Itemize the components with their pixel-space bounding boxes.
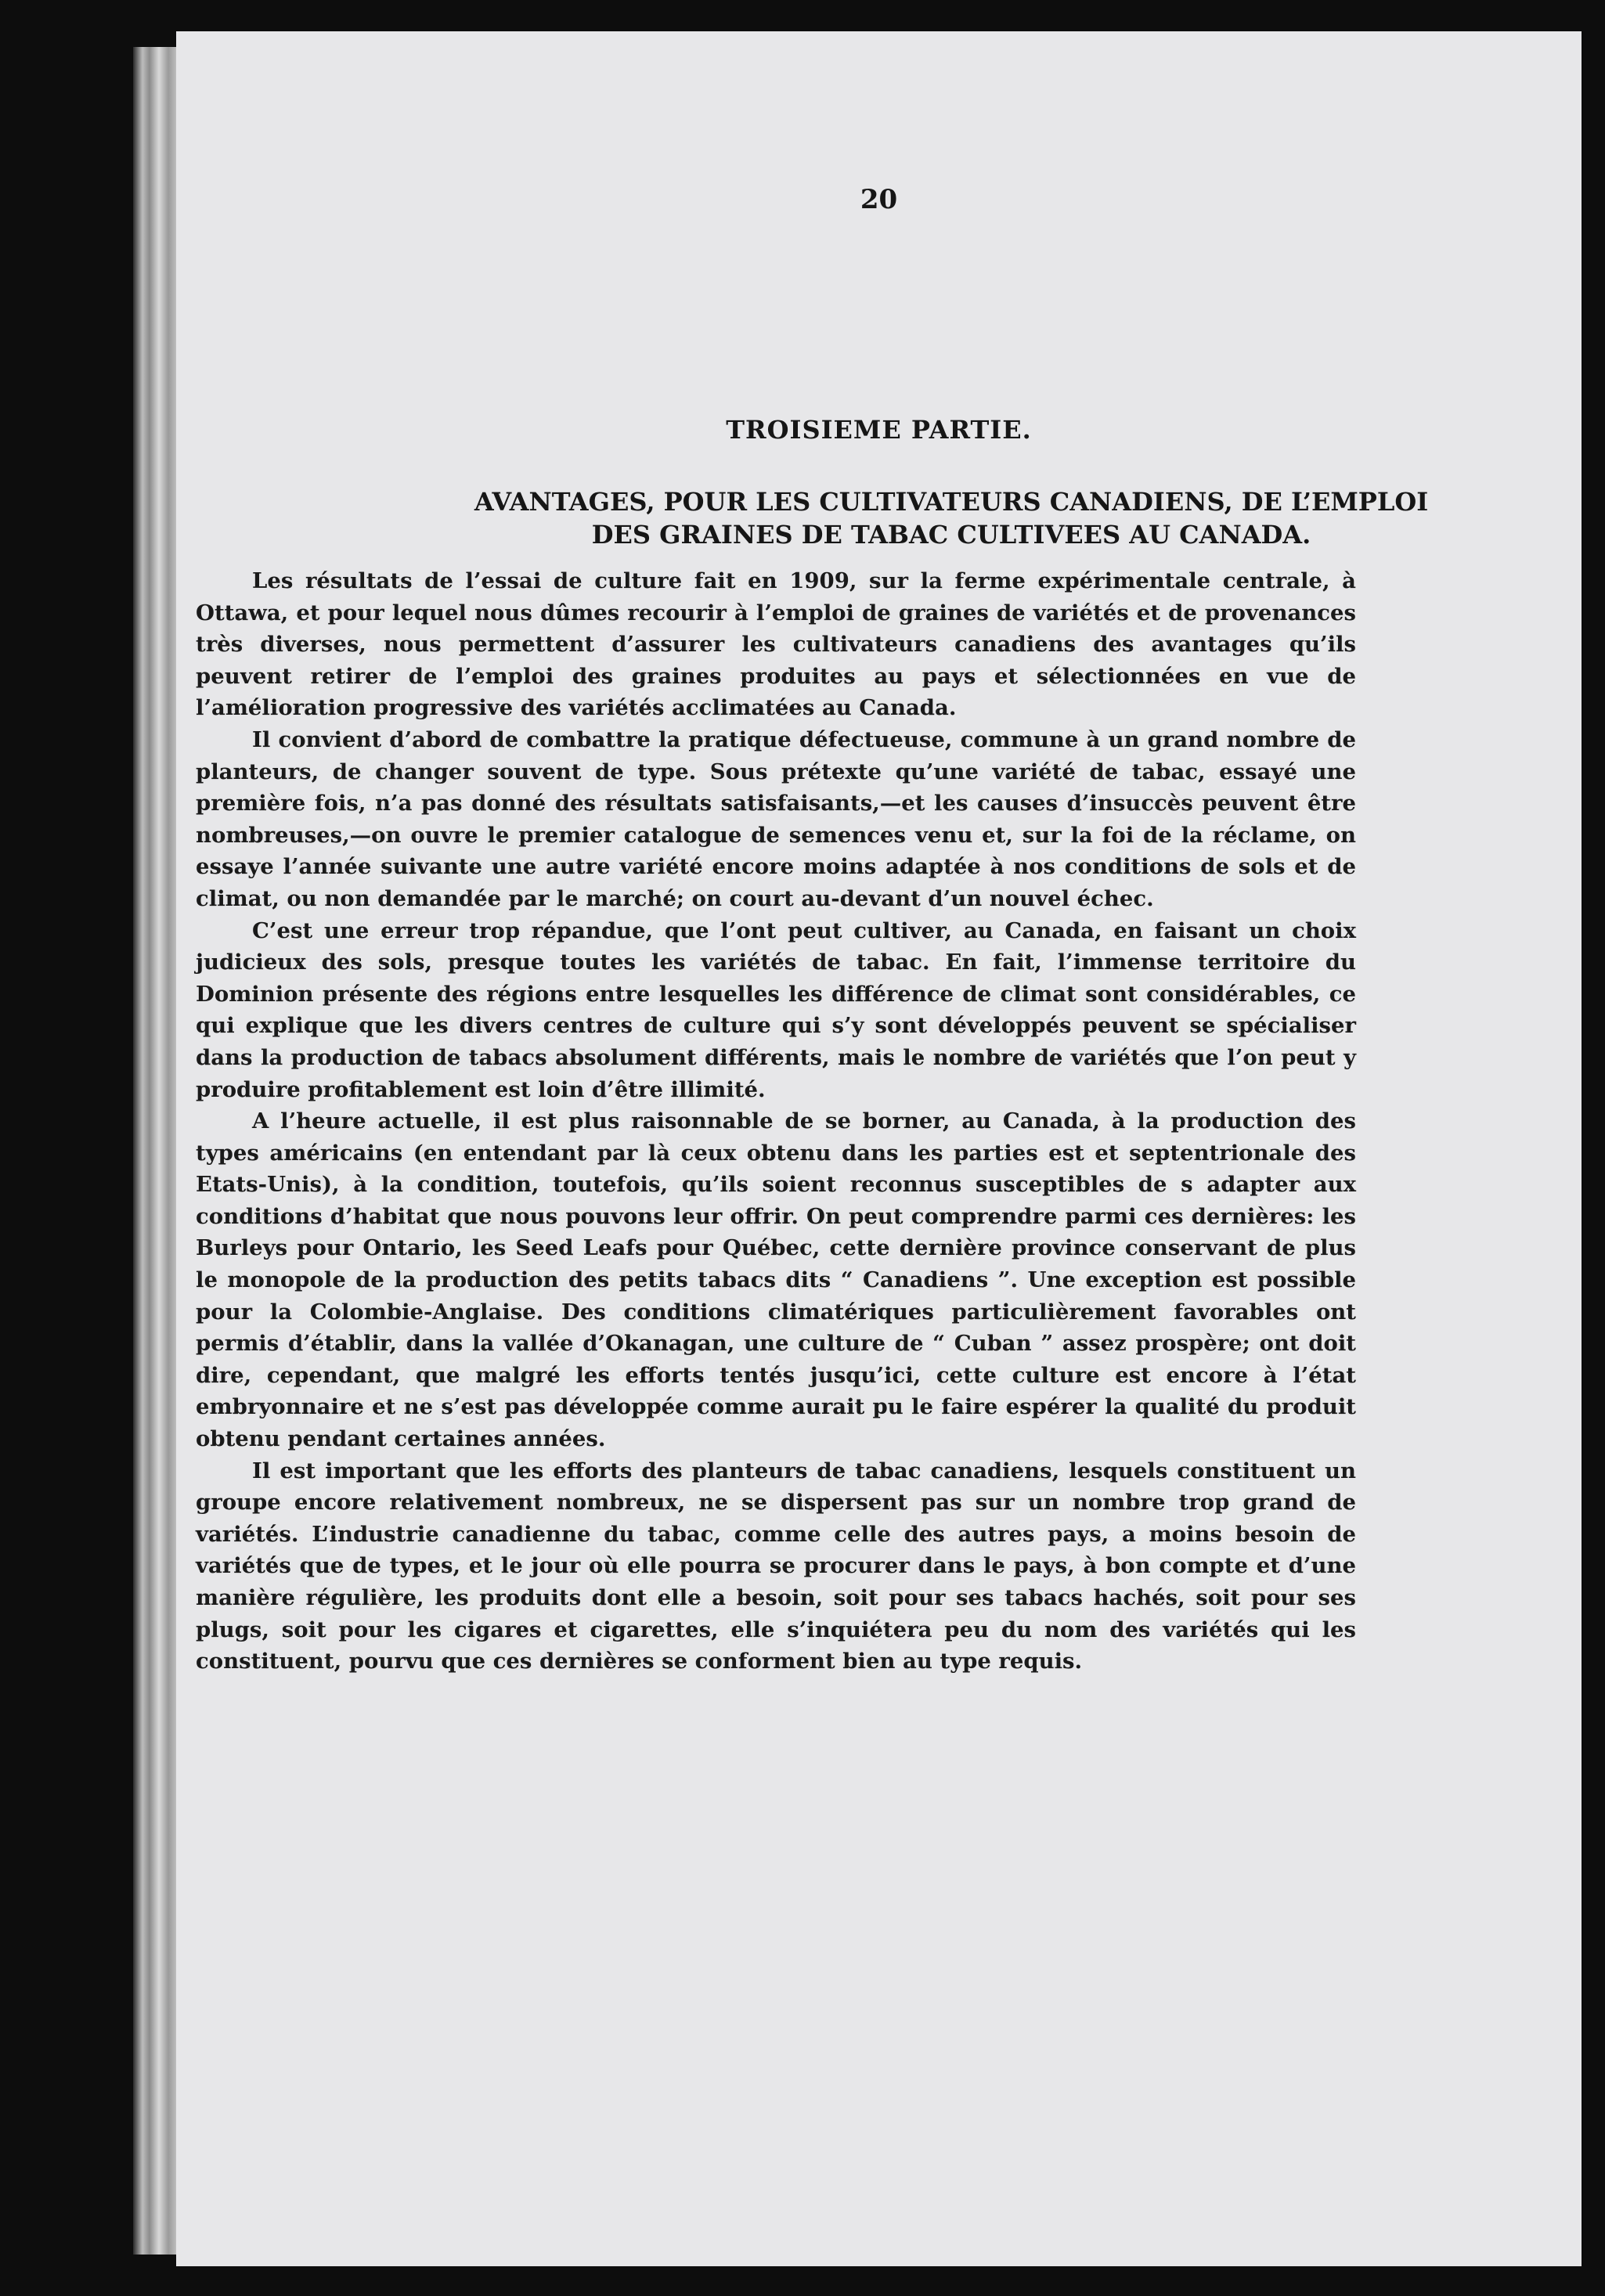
paragraph-1: Les résultats de l’essai de culture fait en 1909, sur la ferme expérimentale centrale, à Ottawa, et pour lequel nous dûmes recourir à l’emploi de graines de variétés et de provenances très diverses, nous permettent d’assurer les cultivateurs canadiens des avantages qu’ils peuvent retirer de l’emploi des graines produites au pays et sélectionnées en vue de l’amélioration progressive des variétés acclimatées au Canada. — [196, 568, 1356, 721]
paragraph-4: A l’heure actuelle, il est plus raisonnable de se borner, au Canada, à la production des types américains (en entendant par là ceux obtenu dans les parties est et septentrionale des Etats-Unis), à la condition, toutefois, qu’ils soient reconnus susceptibles de s adapter aux conditions d’habitat que nous pouvons leur offrir. On peut comprendre parmi ces dernières: les Burleys pour Ontario, les Seed Leafs pour Québec, cette dernière province conservant de plus le monopole de la production des petits tabacs dits “ Canadiens ”. Une exception est possible pour la Colombie-Anglaise. Des conditions climatériques particulièrement favorables ont permis d’établir, dans la vallée d’Okanagan, une culture de “ Cuban ” assez prospère; ont doit dire, cependant, que malgré les efforts tentés jusqu’ici, cette culture est encore à l’état embryonnaire et ne s’est pas développée comme aurait pu le faire espérer la qualité du produit obtenu pendant certaines années. — [196, 1108, 1356, 1452]
paragraph-2: Il convient d’abord de combattre la pratique défectueuse, commune à un grand nombre de planteurs, de changer souvent de type. Sous prétexte qu’une variété de tabac, essayé une première fois, n’a pas donné des résultats satisfaisants,—et les causes d’insuccès peuvent être nombreuses,—on ouvre le premier catalogue de semences venu et, sur la foi de la réclame, on essaye l’année suivante une autre variété encore moins adaptée à nos conditions de sols et de climat, ou non demandée par le marché; on court au-devant d’un nouvel échec. — [196, 726, 1356, 911]
section-heading-line-2: DES GRAINES DE TABAC CULTIVEES AU CANADA. — [591, 520, 1311, 550]
page-edge-stack — [133, 47, 180, 2255]
paragraph-3: C’est une erreur trop répandue, que l’ont peut cultiver, au Canada, en faisant un choix judicieux des sols, presque toutes les variétés de tabac. En fait, l’immense territoire du Dominion présente des régions entre lesquelles les différence de climat sont considérables, ce qui explique que les divers centres de culture qui s’y sont développés peuvent se spécialiser dans la production de tabacs absolument différents, mais le nombre de variétés que l’on peut y produire profitablement est loin d’être illimité. — [196, 917, 1356, 1102]
paragraph-5: Il est important que les efforts des planteurs de tabac canadiens, lesquels constituent un groupe encore relativement nombreux, ne se dispersent pas sur un nombre trop grand de variétés. L’industrie canadienne du tabac, comme celle des autres pays, a moins besoin de variétés que de types, et le jour où elle pourra se procurer dans le pays, à bon compte et d’une manière régulière, les produits dont elle a besoin, soit pour ses tabacs hachés, soit pour ses plugs, soit pour les cigares et cigarettes, elle s’inquiétera peu du nom des variétés qui les constituent, pourvu que ces dernières se conforment bien au type requis. — [196, 1458, 1356, 1674]
section-heading-line-1: AVANTAGES, POUR LES CULTIVATEURS CANADIENS, DE L’EMPLOI — [474, 487, 1429, 517]
part-title: TROISIEME PARTIE. — [726, 415, 1032, 445]
body-text — [196, 565, 1356, 1678]
section-heading — [380, 485, 1523, 551]
page-number: 20 — [860, 184, 898, 215]
